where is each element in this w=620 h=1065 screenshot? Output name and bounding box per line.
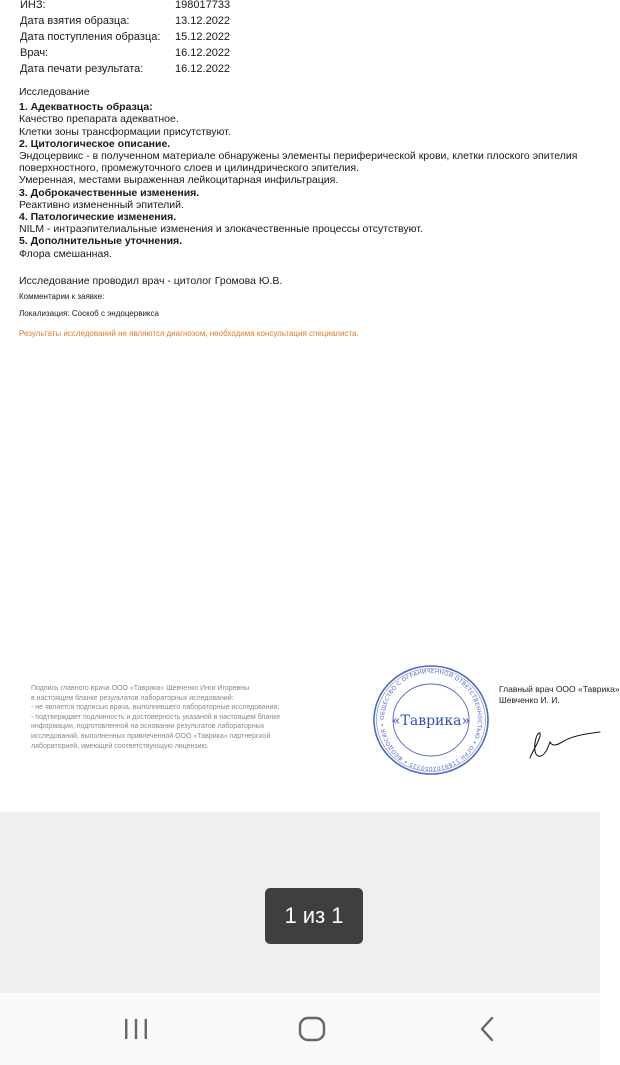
research-line: Умеренная, местами выраженная лейкоцитарная инфильтрация. <box>19 174 339 187</box>
research-line: Эндоцервикс - в полученном материале обнаружены элементы периферической крови, клетки плоского эпителия <box>19 150 578 163</box>
recents-button[interactable] <box>114 1009 158 1049</box>
meta-row-inz <box>20 0 230 13</box>
company-stamp <box>372 664 490 776</box>
performing-doctor: Исследование проводил врач - цитолог Громова Ю.В. <box>19 275 283 287</box>
section-heading-pathology: 4. Патологические изменения. <box>19 211 177 224</box>
page-indicator: 1 из 1 <box>265 888 363 944</box>
comments-label: Комментарии к заявке: <box>19 292 105 301</box>
meta-row-doctor <box>20 45 230 61</box>
meta-label: Врач: <box>20 47 49 59</box>
research-title: Исследование <box>19 86 90 98</box>
meta-value: 16.12.2022 <box>175 63 231 75</box>
chief-name: Шевченко И. И. <box>499 695 560 705</box>
stamp-center-text: «Таврика» <box>391 713 471 729</box>
section-heading-cytology: 2. Цитологическое описание. <box>19 137 171 150</box>
signature-note-line: информации, подготовленной на основании результатов лабораторных <box>31 723 265 731</box>
disclaimer-warning: Результаты исследований не являются диагнозом, необходима консультация специалиста. <box>19 329 359 338</box>
section-heading-additional: 5. Дополнительные уточнения. <box>19 235 183 248</box>
research-line: Клетки зоны трансформации присутствуют. <box>19 125 231 138</box>
recents-icon <box>123 1017 149 1041</box>
signature-note-line: в настоящем бланке результатов лабораторных иследований: <box>31 694 234 702</box>
handwritten-signature <box>526 722 600 764</box>
system-navigation-bar <box>0 993 600 1065</box>
meta-label: ИНЗ: <box>20 0 46 11</box>
meta-label: Дата взятия образца: <box>20 15 130 27</box>
meta-row-print-date <box>20 61 230 77</box>
home-icon <box>298 1016 326 1042</box>
meta-value: 198017733 <box>175 0 231 11</box>
signature-note-line: - подтверждает подлинность и достоверность указаной в настоящем бланке <box>31 713 281 721</box>
localization-label: Локализация: Соскоб с эндоцервикса <box>19 309 159 318</box>
signature-note-line: Подпись главного врача ООО «Таврика» Шевченко Инги Игоревны <box>31 685 250 692</box>
meta-value: 15.12.2022 <box>175 31 231 43</box>
chief-title: Главный врач ООО «Таврика» <box>499 684 620 694</box>
research-line: поверхностного, промежуточного слоев и цилиндрического эпителия. <box>19 162 359 175</box>
stamp-ring-text: ОБЩЕСТВО С ОГРАНИЧЕННОЙ ОТВЕТСТВЕННОСТЬЮ • ОГРН 1169102050335 • ФЕОДОСИЯ • <box>379 668 483 772</box>
chief-doctor <box>499 684 620 706</box>
back-icon <box>477 1016 499 1042</box>
meta-value: 13.12.2022 <box>175 15 231 27</box>
research-line: NILM - интраэпителиальные изменения и злокачественные процессы отсутствуют. <box>19 223 423 236</box>
meta-label: Дата поступления образца: <box>20 31 161 43</box>
signature-note-line: - не является подписью врача, выполнившего лабораторные исследования; <box>31 704 280 712</box>
meta-label: Дата печати результата: <box>20 63 144 75</box>
meta-row-sample-received <box>20 29 230 45</box>
back-button[interactable] <box>466 1009 510 1049</box>
sample-meta <box>20 0 230 77</box>
meta-value: 16.12.2022 <box>175 47 231 59</box>
meta-row-sample-taken <box>20 13 230 29</box>
home-button[interactable] <box>290 1009 334 1049</box>
research-section <box>19 86 600 260</box>
research-line: Реактивно измененный эпителий. <box>19 198 184 211</box>
signature-note-line: исследований, выполненных привлеченной ООО «Таврика» партнерской <box>31 732 271 740</box>
signature-note-line: лабораторией, имеющей соответствующую лицензию. <box>31 742 209 750</box>
section-heading-adequacy: 1. Адекватность образца: <box>19 101 153 114</box>
signature-note <box>31 684 351 751</box>
research-line: Флора смешанная. <box>19 247 112 260</box>
research-line: Качество препарата адекватное. <box>19 113 179 126</box>
section-heading-benign: 3. Доброкачественные изменения. <box>19 186 200 199</box>
